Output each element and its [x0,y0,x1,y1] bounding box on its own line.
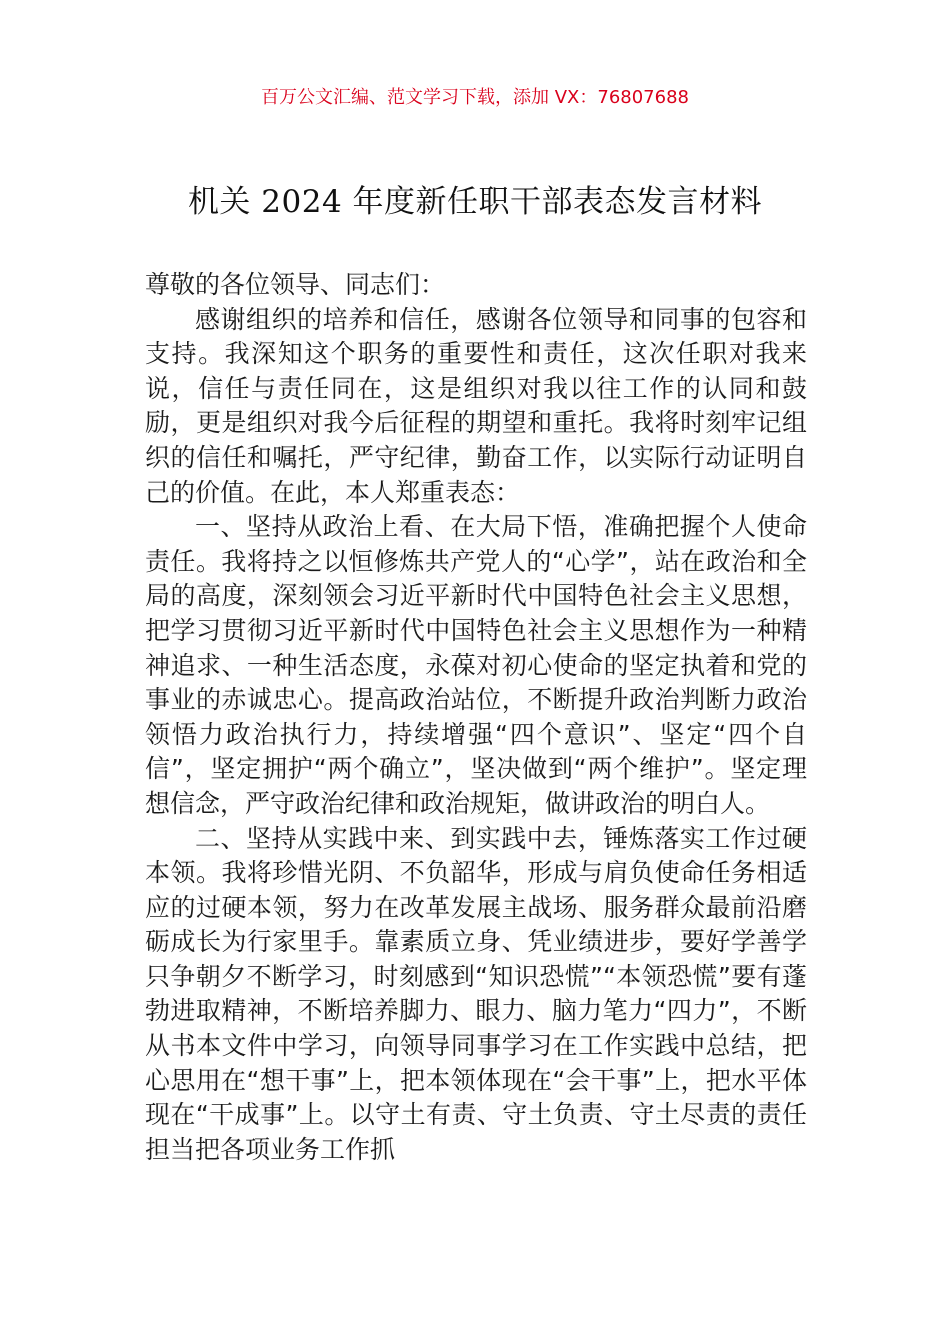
document-title: 机关 2024 年度新任职干部表态发言材料 [187,184,763,220]
paragraph-point-two: 二、坚持从实践中来、到实践中去，锤炼落实工作过硬本领。我将珍惜光阴、不负韶华，形成与肩负使命任务相适应的过硬本领，努力在改革发展主战场、服务群众最前沿磨砺成长为行家里手。靠素质立身、凭业绩进步，要好学善学只争朝夕不断学习，时刻感到“知识恐慌”“本领恐慌”要有蓬勃进取精神，不断培养脚力、眼力、脑力笔力“四力”，不断从书本文件中学习，向领导同事学习在工作实践中总结，把心思用在“想干事”上，把本领体现在“会干事”上，把水平体现在“干成事”上。以守土有责、守土负责、守土尽责的责任担当把各项业务工作抓 [145,823,807,1164]
greeting: 尊敬的各位领导、同志们： [145,270,446,299]
document-body [145,268,807,1167]
paragraph-intro: 感谢组织的培养和信任，感谢各位领导和同事的包容和支持。我深知这个职务的重要性和责任，这次任职对我来说，信任与责任同在，这是组织对我以往工作的认同和鼓励，更是组织对我今后征程的期望和重托。我将时刻牢记组织的信任和嘱托，严守纪律，勤奋工作，以实际行动证明自己的价值。在此，本人郑重表态： [145,304,807,507]
watermark-text: 百万公文汇编、范文学习下载，添加 VX：76807688 [261,87,689,108]
paragraph-point-one: 一、坚持从政治上看、在大局下悟，准确把握个人使命责任。我将持之以恒修炼共产党人的“心学”，站在政治和全局的高度，深刻领会习近平新时代中国特色社会主义思想，把学习贯彻习近平新时代中国特色社会主义思想作为一种精神追求、一种生活态度，永葆对初心使命的坚定执着和党的事业的赤诚忠心。提高政治站位，不断提升政治判断力政治领悟力政治执行力，持续增强“四个意识”、坚定“四个自信”，坚定拥护“两个确立”，坚决做到“两个维护”。坚定理想信念，严守政治纪律和政治规矩，做讲政治的明白人。 [145,512,807,818]
